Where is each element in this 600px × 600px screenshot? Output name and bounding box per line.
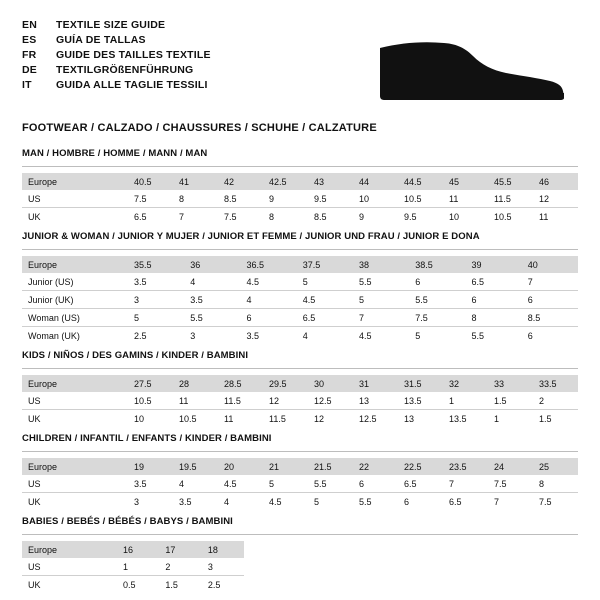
size-cell: 4 <box>173 475 218 493</box>
size-cell: 3.5 <box>128 273 184 291</box>
size-cell: 4.5 <box>297 291 353 309</box>
size-cell: 41 <box>173 173 218 190</box>
row-label: UK <box>22 410 128 428</box>
size-block-children <box>22 433 578 510</box>
block-title: KIDS / NIÑOS / DES GAMINS / KINDER / BAMBINI <box>22 350 249 361</box>
block-title: MAN / HOMBRE / HOMME / MANN / MAN <box>22 148 208 159</box>
size-cell: 7.5 <box>409 309 465 327</box>
size-cell: 6.5 <box>128 208 173 226</box>
table-row <box>22 173 578 190</box>
size-cell: 5 <box>308 493 353 511</box>
size-cell: 37.5 <box>297 256 353 273</box>
size-table <box>22 541 244 593</box>
page-header <box>22 18 578 110</box>
size-table <box>22 173 578 225</box>
size-cell: 44 <box>353 173 398 190</box>
size-cell: 7 <box>353 309 409 327</box>
table-row <box>22 392 578 410</box>
size-cell: 10 <box>128 410 173 428</box>
size-cell: 10.5 <box>488 208 533 226</box>
divider <box>22 451 578 452</box>
size-cell: 40 <box>522 256 578 273</box>
table-row <box>22 309 578 327</box>
size-cell: 44.5 <box>398 173 443 190</box>
size-cell: 38 <box>353 256 409 273</box>
size-cell: 10 <box>443 208 488 226</box>
size-cell: 1.5 <box>488 392 533 410</box>
table-row <box>22 493 578 511</box>
language-code: EN <box>22 19 37 31</box>
size-cell: 19.5 <box>173 458 218 475</box>
size-cell: 5.5 <box>308 475 353 493</box>
size-cell: 21.5 <box>308 458 353 475</box>
size-cell: 28 <box>173 375 218 392</box>
size-cell: 11.5 <box>488 190 533 208</box>
size-cell: 27.5 <box>128 375 173 392</box>
size-cell: 3.5 <box>241 327 297 345</box>
size-cell: 13.5 <box>398 392 443 410</box>
size-cell: 9 <box>353 208 398 226</box>
size-cell: 6.5 <box>466 273 522 291</box>
size-cell: 40.5 <box>128 173 173 190</box>
size-cell: 8.5 <box>218 190 263 208</box>
size-cell: 6.5 <box>443 493 488 511</box>
size-cell: 25 <box>533 458 578 475</box>
size-cell: 45 <box>443 173 488 190</box>
table-row <box>22 256 578 273</box>
row-label: Woman (UK) <box>22 327 128 345</box>
size-cell: 6 <box>241 309 297 327</box>
row-label: Europe <box>22 256 128 273</box>
size-cell: 36 <box>184 256 240 273</box>
size-cell: 22.5 <box>398 458 443 475</box>
size-cell: 16 <box>117 541 159 558</box>
language-code: FR <box>22 49 37 61</box>
size-cell: 45.5 <box>488 173 533 190</box>
row-label: Junior (US) <box>22 273 128 291</box>
size-cell: 22 <box>353 458 398 475</box>
size-cell: 8 <box>466 309 522 327</box>
size-table <box>22 256 578 344</box>
size-cell: 32 <box>443 375 488 392</box>
size-block-kids <box>22 350 578 427</box>
table-row <box>22 541 244 558</box>
divider <box>22 368 578 369</box>
size-cell: 35.5 <box>128 256 184 273</box>
size-cell: 23.5 <box>443 458 488 475</box>
size-cell: 11 <box>533 208 578 226</box>
size-cell: 7 <box>173 208 218 226</box>
size-cell: 8.5 <box>308 208 353 226</box>
size-cell: 39 <box>466 256 522 273</box>
size-cell: 29.5 <box>263 375 308 392</box>
size-cell: 13.5 <box>443 410 488 428</box>
size-cell: 20 <box>218 458 263 475</box>
size-cell: 0.5 <box>117 576 159 594</box>
row-label: UK <box>22 208 128 226</box>
table-row <box>22 375 578 392</box>
size-cell: 31 <box>353 375 398 392</box>
size-cell: 6 <box>522 327 578 345</box>
size-cell: 3.5 <box>173 493 218 511</box>
divider <box>22 166 578 167</box>
size-cell: 4 <box>184 273 240 291</box>
size-cell: 3 <box>128 291 184 309</box>
size-cell: 9 <box>263 190 308 208</box>
size-cell: 9.5 <box>308 190 353 208</box>
language-title-list <box>22 18 211 93</box>
size-cell: 31.5 <box>398 375 443 392</box>
size-cell: 13 <box>398 410 443 428</box>
row-label: Europe <box>22 173 128 190</box>
language-title: GUIDA ALLE TAGLIE TESSILI <box>56 79 208 91</box>
size-cell: 7.5 <box>218 208 263 226</box>
row-label: Woman (US) <box>22 309 128 327</box>
size-cell: 10.5 <box>173 410 218 428</box>
language-title: GUÍA DE TALLAS <box>56 34 146 46</box>
size-cell: 8 <box>263 208 308 226</box>
size-cell: 12.5 <box>308 392 353 410</box>
size-cell: 43 <box>308 173 353 190</box>
table-row <box>22 475 578 493</box>
size-cell: 6 <box>466 291 522 309</box>
size-cell: 4 <box>241 291 297 309</box>
table-row <box>22 458 578 475</box>
block-title: JUNIOR & WOMAN / JUNIOR Y MUJER / JUNIOR ET FEMME / JUNIOR UND FRAU / JUNIOR E DONA <box>22 231 480 242</box>
size-cell: 42 <box>218 173 263 190</box>
size-cell: 12 <box>263 392 308 410</box>
size-cell: 2 <box>159 558 201 576</box>
row-label: UK <box>22 576 117 594</box>
size-cell: 7 <box>488 493 533 511</box>
row-label: US <box>22 190 128 208</box>
size-cell: 5.5 <box>466 327 522 345</box>
size-cell: 4.5 <box>263 493 308 511</box>
size-cell: 3.5 <box>184 291 240 309</box>
size-cell: 1.5 <box>159 576 201 594</box>
table-row <box>22 558 244 576</box>
size-cell: 5.5 <box>409 291 465 309</box>
size-block-junior-woman <box>22 231 578 344</box>
language-code: ES <box>22 34 37 46</box>
size-cell: 11 <box>443 190 488 208</box>
size-cell: 38.5 <box>409 256 465 273</box>
size-cell: 6 <box>409 273 465 291</box>
size-cell: 1 <box>443 392 488 410</box>
size-cell: 33.5 <box>533 375 578 392</box>
size-cell: 4.5 <box>218 475 263 493</box>
size-cell: 10 <box>353 190 398 208</box>
size-cell: 4 <box>297 327 353 345</box>
size-cell: 8 <box>173 190 218 208</box>
size-cell: 11 <box>218 410 263 428</box>
size-cell: 6.5 <box>398 475 443 493</box>
size-cell: 1 <box>117 558 159 576</box>
row-label: US <box>22 475 128 493</box>
size-cell: 6 <box>398 493 443 511</box>
size-cell: 7.5 <box>488 475 533 493</box>
size-cell: 6.5 <box>297 309 353 327</box>
size-table <box>22 375 578 427</box>
row-label: Europe <box>22 375 128 392</box>
size-table <box>22 458 578 510</box>
language-row <box>22 63 211 78</box>
size-cell: 36.5 <box>241 256 297 273</box>
size-cell: 11 <box>173 392 218 410</box>
divider <box>22 249 578 250</box>
size-cell: 4 <box>218 493 263 511</box>
size-cell: 2.5 <box>202 576 245 594</box>
language-title: TEXTILE SIZE GUIDE <box>56 19 166 31</box>
size-cell: 5.5 <box>353 493 398 511</box>
size-cell: 7.5 <box>128 190 173 208</box>
size-cell: 18 <box>202 541 245 558</box>
dress-shoe-icon <box>370 34 570 104</box>
language-row <box>22 48 211 63</box>
size-cell: 19 <box>128 458 173 475</box>
language-title: GUIDE DES TAILLES TEXTILE <box>56 49 211 61</box>
size-cell: 5.5 <box>353 273 409 291</box>
size-cell: 7 <box>522 273 578 291</box>
table-row <box>22 208 578 226</box>
language-code: IT <box>22 79 32 91</box>
size-cell: 24 <box>488 458 533 475</box>
size-block-man <box>22 148 578 225</box>
size-cell: 3.5 <box>128 475 173 493</box>
size-cell: 30 <box>308 375 353 392</box>
size-cell: 8.5 <box>522 309 578 327</box>
size-cell: 3 <box>202 558 245 576</box>
language-row <box>22 78 211 93</box>
size-cell: 3 <box>128 493 173 511</box>
table-row <box>22 273 578 291</box>
size-cell: 2.5 <box>128 327 184 345</box>
size-cell: 12 <box>533 190 578 208</box>
row-label: Junior (UK) <box>22 291 128 309</box>
size-cell: 3 <box>184 327 240 345</box>
size-cell: 1.5 <box>533 410 578 428</box>
size-cell: 6 <box>353 475 398 493</box>
table-row <box>22 327 578 345</box>
row-label: US <box>22 392 128 410</box>
language-code: DE <box>22 64 37 76</box>
size-cell: 10.5 <box>128 392 173 410</box>
block-title: CHILDREN / INFANTIL / ENFANTS / KINDER / BAMBINI <box>22 433 272 444</box>
size-cell: 6 <box>522 291 578 309</box>
language-title: TEXTILGRÖßENFÜHRUNG <box>56 64 194 76</box>
size-cell: 5 <box>353 291 409 309</box>
size-cell: 5 <box>409 327 465 345</box>
language-row <box>22 33 211 48</box>
size-cell: 11.5 <box>263 410 308 428</box>
language-row <box>22 18 211 33</box>
size-cell: 8 <box>533 475 578 493</box>
size-cell: 13 <box>353 392 398 410</box>
size-cell: 11.5 <box>218 392 263 410</box>
size-cell: 5 <box>263 475 308 493</box>
size-cell: 7 <box>443 475 488 493</box>
size-cell: 28.5 <box>218 375 263 392</box>
size-cell: 12.5 <box>353 410 398 428</box>
size-cell: 42.5 <box>263 173 308 190</box>
table-row <box>22 291 578 309</box>
size-cell: 5 <box>128 309 184 327</box>
row-label: Europe <box>22 458 128 475</box>
table-row <box>22 410 578 428</box>
row-label: Europe <box>22 541 117 558</box>
size-cell: 5.5 <box>184 309 240 327</box>
size-cell: 10.5 <box>398 190 443 208</box>
row-label: UK <box>22 493 128 511</box>
size-cell: 2 <box>533 392 578 410</box>
size-cell: 7.5 <box>533 493 578 511</box>
size-block-babies <box>22 516 578 593</box>
block-title: BABIES / BEBÉS / BÉBÉS / BABYS / BAMBINI <box>22 516 233 527</box>
row-label: US <box>22 558 117 576</box>
footwear-section-title: FOOTWEAR / CALZADO / CHAUSSURES / SCHUHE / CALZATURE <box>22 122 377 134</box>
size-cell: 5 <box>297 273 353 291</box>
size-cell: 21 <box>263 458 308 475</box>
size-cell: 4.5 <box>353 327 409 345</box>
table-row <box>22 576 244 594</box>
size-cell: 46 <box>533 173 578 190</box>
size-cell: 1 <box>488 410 533 428</box>
table-row <box>22 190 578 208</box>
divider <box>22 534 578 535</box>
size-cell: 12 <box>308 410 353 428</box>
size-cell: 9.5 <box>398 208 443 226</box>
size-cell: 33 <box>488 375 533 392</box>
size-cell: 17 <box>159 541 201 558</box>
size-cell: 4.5 <box>241 273 297 291</box>
